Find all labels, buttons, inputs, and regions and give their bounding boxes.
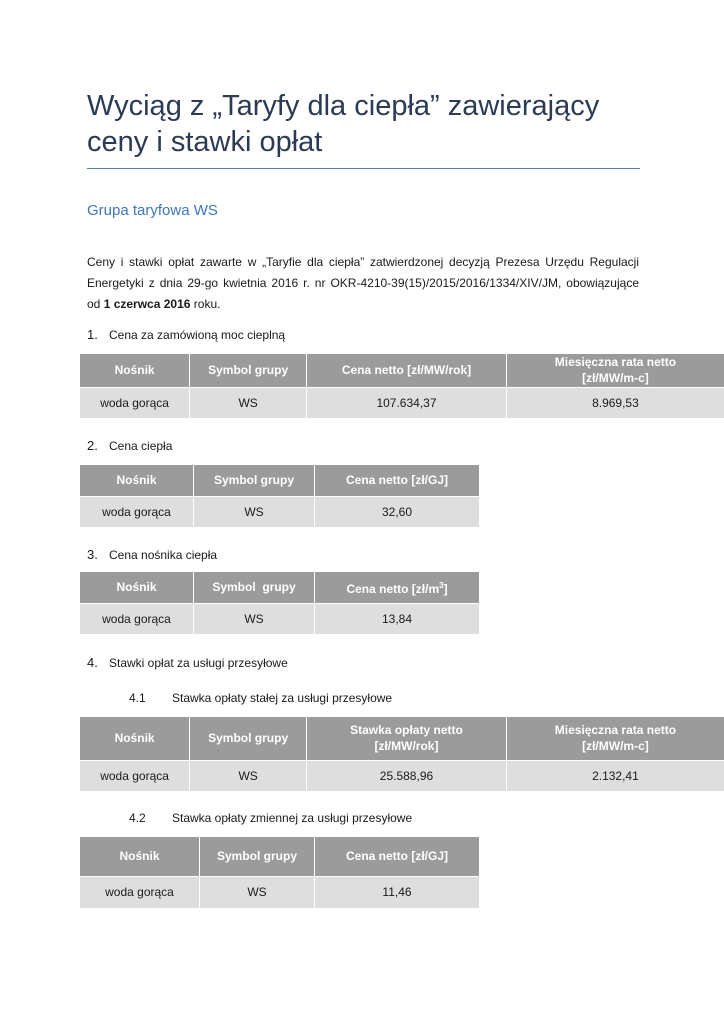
table-cell: woda gorąca	[80, 496, 194, 527]
col-header: Miesięczna rata netto [zł/MW/m-c]	[506, 354, 724, 387]
header-text-end: ]	[443, 581, 448, 596]
table-cell: woda gorąca	[80, 387, 190, 418]
section-title: Stawki opłat za usługi przesyłowe	[109, 656, 288, 670]
table-cell: woda gorąca	[80, 603, 194, 634]
col-header: Miesięczna rata netto [zł/MW/m-c]	[506, 717, 724, 760]
title-divider	[87, 168, 640, 169]
page-title: Wyciąg z „Taryfy dla ciepła” zawierający ceny i stawki opłat	[87, 90, 600, 158]
col-header: Symbol grupy	[190, 354, 307, 387]
header-superscript: 3	[439, 580, 444, 590]
table-heat-price	[80, 465, 479, 527]
section-title: Cena za zamówioną moc cieplną	[109, 328, 286, 342]
col-header: Nośnik	[80, 465, 194, 496]
table-cell: 2.132,41	[506, 760, 724, 791]
table-cell: 25.588,96	[307, 760, 507, 791]
intro-text: Ceny i stawki opłat zawarte w „Taryfie dla ciepła” zatwierdzonej decyzją Prezesa Urzędu Regulacji Energetyki z dnia 29-go kwietnia 2016 r. nr OKR-4210-39(15)/2015/2016/1334/XIV/JM, obowiązujące od	[87, 255, 639, 311]
intro-paragraph	[87, 252, 639, 315]
col-header: Symbol grupy	[194, 465, 315, 496]
effective-date: 1 czerwca 2016	[103, 297, 191, 311]
section-number: 1.	[87, 327, 98, 342]
table-cell: 8.969,53	[506, 387, 724, 418]
table-cell: WS	[190, 760, 307, 791]
section-1-heading	[87, 327, 285, 342]
col-header: Symbol grupy	[190, 717, 307, 760]
section-number: 3.	[87, 547, 98, 562]
section-number: 4.	[87, 655, 98, 670]
col-header: Nośnik	[80, 572, 194, 603]
table-carrier-price	[80, 572, 479, 634]
tariff-group-heading: Grupa taryfowa WS	[87, 202, 218, 219]
table-cell: 32,60	[315, 496, 480, 527]
col-header: Stawka opłaty netto [zł/MW/rok]	[307, 717, 507, 760]
col-header: Cena netto [zł/GJ]	[315, 465, 480, 496]
subsection-4-1-heading	[129, 691, 392, 705]
col-header: Cena netto [zł/MW/rok]	[307, 354, 507, 387]
table-cell: woda gorąca	[80, 876, 200, 908]
table-cell: WS	[190, 387, 307, 418]
col-header	[315, 572, 480, 603]
intro-end: roku.	[190, 297, 221, 311]
subsection-number: 4.1	[129, 691, 146, 705]
table-cell: WS	[194, 603, 315, 634]
table-fixed-transmission-fee	[80, 717, 724, 791]
subsection-4-2-heading	[129, 811, 412, 825]
table-capacity-price	[80, 354, 724, 418]
table-cell: 107.634,37	[307, 387, 507, 418]
col-header: Symbol grupy	[194, 572, 315, 603]
table-cell: 13,84	[315, 603, 480, 634]
section-3-heading	[87, 547, 217, 562]
section-4-heading	[87, 655, 288, 670]
table-cell: WS	[194, 496, 315, 527]
table-cell: 11,46	[315, 876, 480, 908]
section-2-heading	[87, 438, 172, 453]
table-variable-transmission-fee	[80, 837, 479, 908]
col-header: Nośnik	[80, 717, 190, 760]
table-cell: WS	[200, 876, 315, 908]
section-title: Cena nośnika ciepła	[109, 548, 218, 562]
col-header: Symbol grupy	[200, 837, 315, 876]
subsection-number: 4.2	[129, 811, 146, 825]
subsection-title: Stawka opłaty stałej za usługi przesyłowe	[172, 691, 393, 705]
header-text: Cena netto [zł/m	[346, 581, 440, 596]
col-header: Nośnik	[80, 837, 200, 876]
table-cell: woda gorąca	[80, 760, 190, 791]
section-number: 2.	[87, 438, 98, 453]
col-header: Cena netto [zł/GJ]	[315, 837, 480, 876]
section-title: Cena ciepła	[109, 439, 173, 453]
col-header: Nośnik	[80, 354, 190, 387]
subsection-title: Stawka opłaty zmiennej za usługi przesyłowe	[172, 811, 413, 825]
